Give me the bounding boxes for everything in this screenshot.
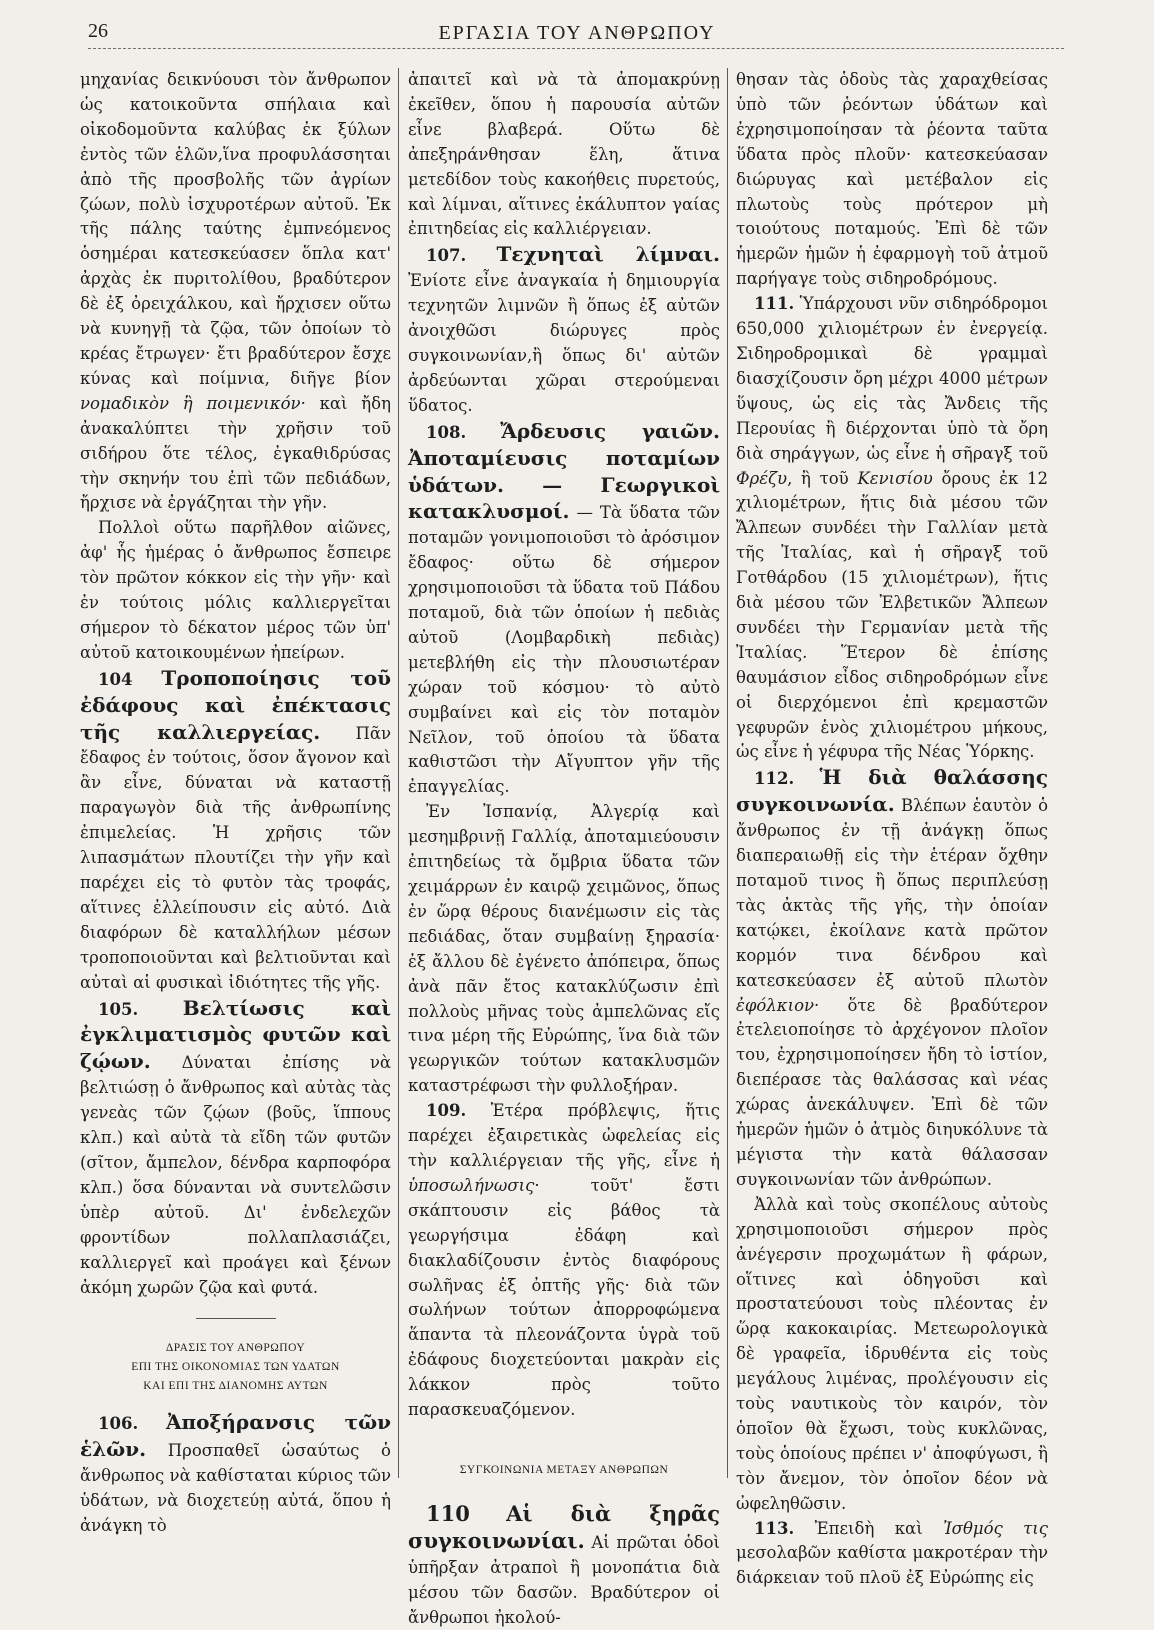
section-title: Ἄρδευσις γαιῶν. Ἀποταμίευσις ποταμίων ὑδάτων. — Γεωργικοὶ κατακλυσμοί. [408, 418, 720, 524]
column-left [80, 68, 392, 1536]
section-110: 110 Αἱ διὰ ξηρᾶς συγκοινωνίαι. Αἱ πρῶται ὁδοὶ ὑπῆρξαν ἀτραποὶ ἢ μονοπάτια διὰ μέσου τῶν δασῶν. Βραδύτερον οἱ ἄνθρωποι ἠκολού- [408, 1500, 721, 1627]
column-rule [727, 68, 728, 1478]
section-title: Αἱ διὰ ξηρᾶς συγκοινωνίαι. [408, 1500, 721, 1553]
paragraph: Ἐν Ἰσπανίᾳ, Ἀλγερίᾳ καὶ μεσημβρινῇ Γαλλίᾳ, ἀποταμιεύουσιν ἐπιτηδείως τὰ ὄμβρια ὕδατα τῶν χειμάρρων ἐν καιρῷ χειμῶνος, ὅπως ἐν ὥρᾳ θέρους διανέμωσιν εἰς τὰς πεδιάδας, ὅταν συμβαίνῃ ξηρασία· ἐξ ἄλλου δὲ ἐγένετο ἀπόπειρα, ὅπως ἀνὰ πᾶν ἔτος κατακλύζωσιν ἐπὶ πολλοὺς μῆνας τοὺς ἀμπελῶνας εἴς τινα μέρη τῆς Εὐρώπης, ἵνα διὰ τῶν γεωργικῶν τούτων κατακλυσμῶν καταστρέφωσι τὴν φυλλοξήραν. [408, 802, 720, 1096]
paragraph: θησαν τὰς ὁδοὺς τὰς χαραχθείσας ὑπὸ τῶν ῥεόντων ὑδάτων καὶ ἐχρησιμοποίησαν τὰ ῥέοντα ταῦτα ὕδατα πρὸς πλοῦν· κατεσκεύασαν διώρυγας καὶ μετέβαλον εἰς πλωτοὺς τοὺς πρότερον μὴ τοιούτους ποταμούς. Ἐπὶ δὲ τῶν ἡμερῶν ἡμῶν ἡ ἐφαρμογὴ τοῦ ἀτμοῦ παρήγαγε τοὺς σιδηροδρόμους. [736, 70, 1048, 289]
section-title: Τεχνηταὶ λίμναι. [496, 242, 720, 267]
section-title: Ἡ διὰ θαλάσσης συγκοινωνία. [736, 765, 1049, 817]
paragraph: Πολλοὶ οὕτω παρῆλθον αἰῶνες, ἀφ' ἧς ἡμέρας ὁ ἄνθρωπος ἔσπειρε τὸν πρῶτον κόκκον εἰς τὴν γῆν· καὶ ἐν τούτοις μόλις καλλιεργεῖται σήμερον τὸ δέκατον μέρος τῶν ὑπ' αὐτοῦ κατοικουμένων ἠπείρων. [80, 518, 391, 662]
section-112: 112. Ἡ διὰ θαλάσσης συγκοινωνία. Βλέπων ἑαυτὸν ὁ ἄνθρωπος ἐν τῇ ἀνάγκῃ ὅπως διαπεραιωθῇ εἰς τὴν ἑτέραν ὄχθην ποταμοῦ τινος ἢ ὅπως περιπλεύσῃ τὰς ἀκτὰς τῆς γῆς, τὴν ὁποίαν κατῴκει, ἐκοίλανε κατὰ πρῶτον κορμόν τινα δένδρου καὶ κατεσκεύασεν ἐξ αὐτοῦ πλωτὸν ἐφόλκιον· ὅτε δὲ βραδύτερον ἐτελειοποίησε τὸ ἀρχέγονον πλοῖον του, ἐχρησιμοποίησεν ἤδη τὸ ἱστίον, διεπέρασε τὰς θαλάσσας καὶ νέας χώρας ἀνεκάλυψεν. Ἐπὶ δὲ τῶν ἡμερῶν ἡμῶν ὁ ἀτμὸς διηυκόλυνε τὰ μέγιστα τὴν κατὰ θάλασσαν συγκοινωνίαν τῶν ἀνθρώπων. [736, 765, 1049, 1189]
paragraph: Ἀλλὰ καὶ τοὺς σκοπέλους αὐτοὺς χρησιμοποιοῦσι σήμερον πρὸς ἀνέγερσιν προχωμάτων ἢ φάρων, οἵτινες καὶ ὁδηγοῦσι καὶ προστατεύουσι τοὺς πλέοντας ἐν ὥρᾳ κακοκαιρίας. Μετεωρολογικὰ δὲ γραφεῖα, ἱδρυθέντα εἰς τοὺς μεγάλους λιμένας, προλέγουσιν εἰς τοὺς ναυτικοὺς τὸν καιρόν, τὸν ὁποῖον θὰ ἔχωσι, τοὺς κυκλῶνας, τοὺς ὁποίους πρέπει ν' ἀποφύγωσι, ἢ τὸν ἄνεμον, τὸν ὁποῖον δέον νὰ ὠφεληθῶσιν. [736, 1194, 1048, 1513]
running-title: ΕΡΓΑΣΙΑ ΤΟΥ ΑΝΘΡΩΠΟΥ [438, 22, 716, 44]
column-middle [408, 68, 721, 1627]
section-title: Ἀποξήρανσις τῶν ἑλῶν. [80, 1410, 391, 1462]
section-title: Τροποποίησις τοῦ ἐδάφους καὶ ἐπέκτασις τῆς καλλιεργείας. [80, 665, 392, 744]
section-title: Βελτίωσις καὶ ἐγκλιματισμὸς φυτῶν καὶ ζῴων. [80, 995, 392, 1074]
section-109: 109. Ἑτέρα πρόβλεψις, ἥτις παρέχει ἐξαιρετικὰς ὠφελείας εἰς τὴν καλλιέργειαν τῆς γῆς, εἶνε ἡ ὑποσωλήνωσις· τοῦτ' ἔστι σκάπτουσιν εἰς βάθος τὰ γεωργήσιμα ἐδάφη καὶ διακλαδίζουσιν ἐντὸς διαφόρους σωλῆνας ἐξ ὀπτῆς γῆς· διὰ τῶν σωλήνων τούτων ἀπορροφώμενα ἅπαντα τὰ πλεονάζοντα ὑγρὰ τοῦ ἐδάφους διοχετεύονται μακρὰν εἰς λάκκον πρὸς τοῦτο παρασκευαζόμενον. [408, 1101, 721, 1420]
section-108: 108. Ἄρδευσις γαιῶν. Ἀποταμίευσις ποταμίων ὑδάτων. — Γεωργικοὶ κατακλυσμοί. — Τὰ ὕδατα τῶν ποταμῶν γονιμοποιοῦσι τὸ ἀρόσιμον ἔδαφος· οὕτω δὲ σήμερον χρησιμοποιοῦσι τὰ ὕδατα τοῦ Πάδου ποταμοῦ, διὰ τῶν ὁποίων ἡ πεδιὰς αὐτοῦ (Λομβαρδικὴ πεδιὰς) μετεβλήθη εἰς τὴν πλουσιωτέραν χώραν τοῦ κόσμου· τὸ αὐτὸ συμβαίνει καὶ εἰς τὸν ποταμὸν Νεῖλον, τοῦ ὁποίου τὰ ὕδατα καθιστῶσι τὴν Αἴγυπτον γῆν τῆς ἐπαγγελίας. [408, 418, 720, 797]
column-rule [398, 68, 399, 1478]
paragraph: μηχανίας δεικνύουσι τὸν ἄνθρωπον ὡς κατοικοῦντα σπήλαια καὶ οἰκοδομοῦντα καλύβας ἐκ ξύλων ἐντὸς τῶν ἑλῶν,ἵνα προφυλάσσηται ἀπὸ τῆς προσβολῆς τῶν ἀγρίων ζώων, πολὺ ἰσχυροτέρων αὐτοῦ. Ἐκ τῆς πάλης ταύτης ἐμπνεόμενος ὁσημέραι κατεσκεύασεν ὅπλα κατ' ἀρχὰς ἐκ πυριτολίθου, βραδύτερον δὲ ἐξ ὀρειχάλκου, καὶ ἤρχισεν οὕτω νὰ κυνηγῇ τὰ ζῷα, τῶν ὁποίων τὸ κρέας ἔτρωγεν· ἔτι βραδύτερον ἔσχε κύνας καὶ ποίμνια, διῆγε βίον νομαδικὸν ἢ ποιμενικόν· καὶ ἤδη ἀνακαλύπτει τὴν χρῆσιν τοῦ σιδήρου ὅτε τέλος, ἐγκαθιδρύσας τὴν σκηνήν του ἐπὶ τῶν πεδιάδων, ἤρχισε νὰ ἐργάζηται τὴν γῆν. [80, 70, 391, 513]
column-right [736, 68, 1049, 1588]
section-111: 111. Ὑπάρχουσι νῦν σιδηρόδρομοι 650,000 χιλιομέτρων ἐν ἐνεργείᾳ. Σιδηροδρομικαὶ δὲ γραμμαὶ διασχίζουσιν ὄρη μέχρι 4000 μέτρων ὕψους, ὡς εἰς τὰς Ἄνδεις τῆς Περουίας ἢ διέρχονται ὑπὸ τὰ ὄρη διὰ σηράγγων, ὡς εἶνε ἡ σῆραγξ τοῦ Φρέζυ, ἢ τοῦ Κενισίου ὄρους ἐκ 12 χιλιομέτρων, ἥτις διὰ μέσου τῶν Ἄλπεων συνδέει τὴν Γαλλίαν μετὰ τῆς Ἰταλίας, καὶ ἡ σῆραγξ τοῦ Γοτθάρδου (15 χιλιομέτρων), ἥτις διὰ μέσου τῶν Ἐλβετικῶν Ἄλπεων συνδέει τὴν Γερμανίαν μετὰ τῆς Ἰταλίας. Ἕτερον δὲ ἐπίσης θαυμάσιον εἶδος σιδηροδρόμων εἶνε οἱ διερχόμενοι ἐπὶ κρεμαστῶν γεφυρῶν ἑνὸς χιλιομέτρου μήκους, ὡς εἶνε ἡ γέφυρα τῆς Νέας Ὑόρκης. [736, 294, 1048, 762]
page-number: 26 [88, 20, 108, 42]
section-113: 113. Ἐπειδὴ καὶ Ἰσθμός τις μεσολαβῶν καθίστα μακροτέραν τὴν διάρκειαν τοῦ πλοῦ ἐξ Εὐρώπης εἰς [736, 1518, 1049, 1588]
paragraph: ἀπαιτεῖ καὶ νὰ τὰ ἀπομακρύνῃ ἐκεῖθεν, ὅπου ἡ παρουσία αὐτῶν εἶνε βλαβερά. Οὕτω δὲ ἀπεξηράνθησαν ἕλη, ἅτινα μετεδίδον τοὺς κακοήθεις πυρετούς, καὶ λίμναι, αἵτινες ἐκάλυπτον γαίας ἐπιτηδείας εἰς καλλιέργειαν. [408, 70, 720, 239]
section-104: 104 Τροποποίησις τοῦ ἐδάφους καὶ ἐπέκτασις τῆς καλλιεργείας. Πᾶν ἔδαφος ἐν τούτοις, ὅσον ἄγονον καὶ ἂν εἶνε, δύναται νὰ καταστῇ παραγωγὸν διὰ τῆς ἀνθρωπίνης ἐπιμελείας. Ἡ χρῆσις τῶν λιπασμάτων πλουτίζει τὴν γῆν καὶ παρέχει εἰς τὸ φυτὸν τὰς τροφάς, αἵτινες ἐλλείπουσιν εἰς αὐτό. Διὰ διαφόρων δὲ καταλλήλων μέσων τροποποιοῦνται καὶ βελτιοῦνται καὶ αὐταὶ αἱ φυσικαὶ ἰδιότητες τῆς γῆς. [80, 665, 392, 992]
header-rule [88, 48, 1064, 49]
chapter-heading: ΔΡΑΣΙΣ ΤΟΥ ΑΝΘΡΩΠΟΥ ΕΠΙ ΤΗΣ ΟΙΚΟΝΟΜΙΑΣ ΤΩΝ ΥΔΑΤΩΝ ΚΑΙ ΕΠΙ ΤΗΣ ΔΙΑΝΟΜΗΣ ΑΥΤΩΝ [131, 1342, 340, 1393]
separator-rule [196, 1318, 276, 1319]
chapter-heading: ΣΥΓΚΟΙΝΩΝΙΑ ΜΕΤΑΞΥ ΑΝΘΡΩΠΩΝ [459, 1463, 669, 1476]
section-107: 107. Τεχνηταὶ λίμναι. Ἐνίοτε εἶνε ἀναγκαία ἡ δημιουργία τεχνητῶν λιμνῶν ἢ ὅπως ἐξ αὐτῶν ἀνοιχθῶσι διώρυγες πρὸς συγκοινωνίαν,ἢ ὅπως δι' αὐτῶν ἀρδεύωνται χῶραι στερούμεναι ὕδατος. [408, 242, 720, 415]
section-105: 105. Βελτίωσις καὶ ἐγκλιματισμὸς φυτῶν καὶ ζῴων. Δύναται ἐπίσης νὰ βελτιώσῃ ὁ ἄνθρωπος καὶ αὐτὰς τὰς γενεὰς τῶν ζῴων (βοῦς, ἵππους κλπ.) καὶ αὐτὰ τὰ εἴδη τῶν φυτῶν (σῖτον, ἄμπελον, δένδρα καρποφόρα κλπ.) ὅσα δύνανται νὰ συντελῶσιν ὑπὲρ αὐτοῦ. Δι' ἐνδελεχῶν φροντίδων πολλαπλασιάζει, καλλιεργεῖ καὶ προάγει καὶ ξένων ἀκόμη χωρῶν ζῷα καὶ φυτά. [80, 995, 392, 1297]
section-106: 106. Ἀποξήρανσις τῶν ἑλῶν. Προσπαθεῖ ὡσαύτως ὁ ἄνθρωπος νὰ καθίσταται κύριος τῶν ὑδάτων, νὰ διοχετεύῃ αὐτά, ὅπου ἡ ἀνάγκη τὸ [80, 1410, 391, 1536]
